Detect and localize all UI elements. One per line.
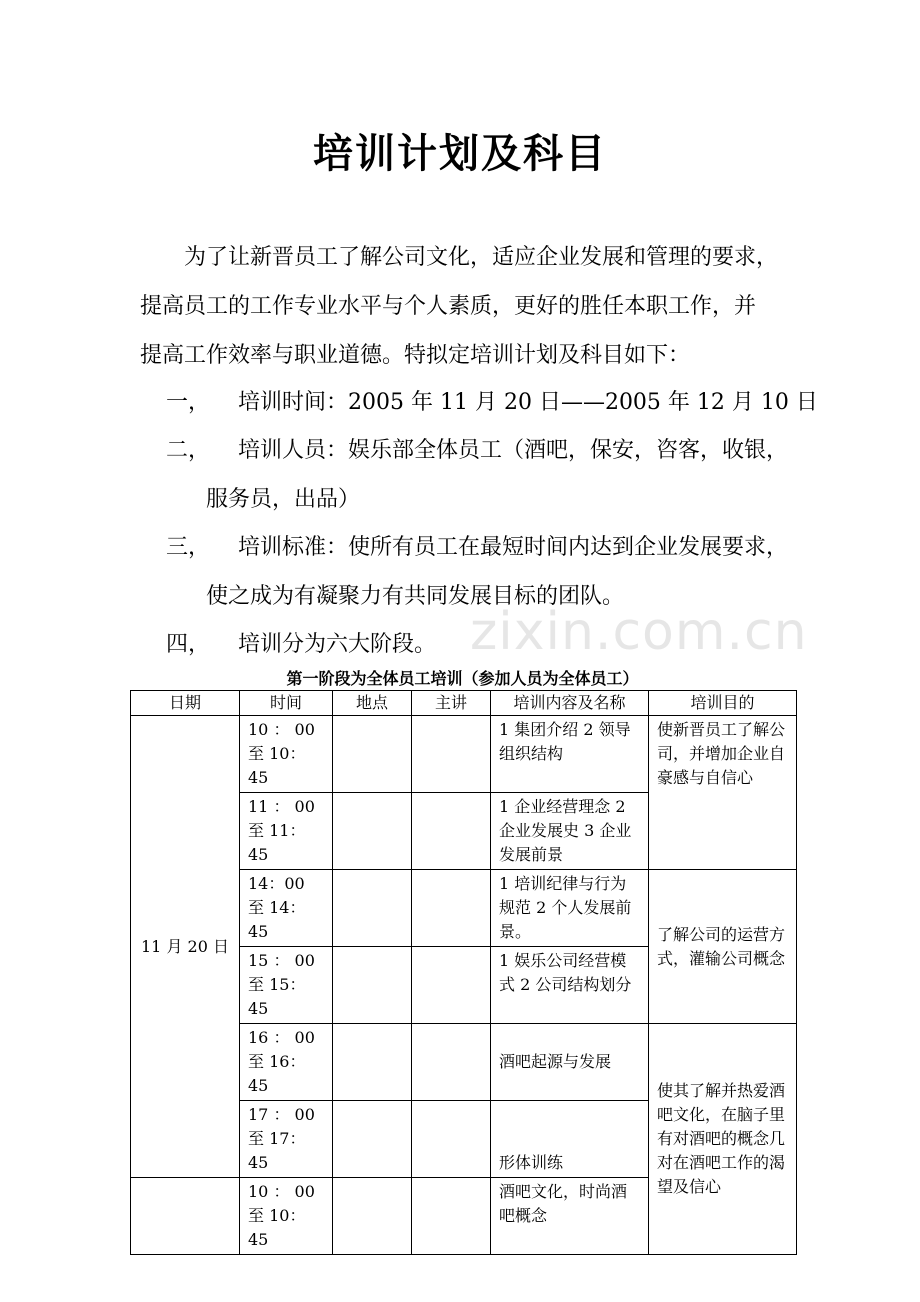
content-cell: 酒吧文化，时尚酒吧概念 bbox=[491, 1178, 649, 1255]
header-location: 地点 bbox=[333, 691, 412, 716]
speaker-cell bbox=[412, 947, 491, 1024]
speaker-cell bbox=[412, 793, 491, 870]
time-cell: 16 ： 00 至 16：45 bbox=[240, 1024, 333, 1101]
purpose-cell: 使其了解并热爱酒吧文化，在脑子里有对酒吧的概念几对在酒吧工作的渴望及信心 bbox=[649, 1024, 797, 1255]
time-cell: 14：00 至 14：45 bbox=[240, 870, 333, 947]
content-cell: 1 企业经营理念 2 企业发展史 3 企业发展前景 bbox=[491, 793, 649, 870]
table-caption: 第一阶段为全体员工培训（参加人员为全体员工） bbox=[286, 669, 639, 688]
speaker-cell bbox=[412, 1101, 491, 1178]
purpose-cell: 使新晋员工了解公司，并增加企业自豪感与自信心 bbox=[649, 716, 797, 870]
list-item-number: 三， bbox=[166, 535, 211, 560]
list-item-continuation: 使之成为有凝聚力有共同发展目标的团队。 bbox=[206, 584, 625, 609]
watermark: zixin.com.cn bbox=[470, 602, 808, 662]
header-purpose: 培训目的 bbox=[649, 691, 797, 716]
list-item-text: 培训标准：使所有员工在最短时间内达到企业发展要求， bbox=[238, 535, 789, 560]
training-schedule-table bbox=[130, 690, 797, 1255]
location-cell bbox=[333, 716, 412, 793]
list-item-number: 四， bbox=[166, 632, 211, 657]
location-cell bbox=[333, 870, 412, 947]
list-item-text: 培训时间：2005 年 11 月 20 日——2005 年 12 月 10 日 bbox=[238, 390, 818, 415]
intro-line-2: 提高员工的工作专业水平与个人素质，更好的胜任本职工作，并 bbox=[140, 294, 757, 319]
location-cell bbox=[333, 947, 412, 1024]
speaker-cell bbox=[412, 1024, 491, 1101]
list-item-text: 培训人员：娱乐部全体员工（酒吧，保安，咨客，收银， bbox=[238, 438, 789, 463]
content-cell: 1 培训纪律与行为规范 2 个人发展前景。 bbox=[491, 870, 649, 947]
page-title: 培训计划及科目 bbox=[313, 131, 607, 177]
content-cell: 1 集团介绍 2 领导组织结构 bbox=[491, 716, 649, 793]
list-item-number: 二， bbox=[166, 438, 211, 463]
content-cell: 酒吧起源与发展 bbox=[491, 1024, 649, 1101]
content-cell: 形体训练 bbox=[491, 1101, 649, 1178]
list-item-people bbox=[166, 426, 866, 524]
list-item-continuation: 服务员，出品） bbox=[206, 487, 361, 512]
time-cell: 11 ： 00 至 11：45 bbox=[240, 793, 333, 870]
purpose-cell: 了解公司的运营方式，灌输公司概念 bbox=[649, 870, 797, 1024]
header-date: 日期 bbox=[131, 691, 240, 716]
header-content: 培训内容及名称 bbox=[491, 691, 649, 716]
date-cell-empty bbox=[131, 1178, 240, 1255]
time-cell: 10 ： 00 至 10：45 bbox=[240, 1178, 333, 1255]
time-cell: 10 ： 00 至 10：45 bbox=[240, 716, 333, 793]
location-cell bbox=[333, 1101, 412, 1178]
content-cell: 1 娱乐公司经营模式 2 公司结构划分 bbox=[491, 947, 649, 1024]
location-cell bbox=[333, 1024, 412, 1101]
table-header-row bbox=[131, 691, 797, 716]
speaker-cell bbox=[412, 870, 491, 947]
list-item-stages bbox=[166, 620, 866, 669]
speaker-cell bbox=[412, 1178, 491, 1255]
list-item-text: 培训分为六大阶段。 bbox=[238, 632, 437, 657]
time-cell: 15 ： 00 至 15：45 bbox=[240, 947, 333, 1024]
date-cell: 11 月 20 日 bbox=[131, 716, 240, 1178]
location-cell bbox=[333, 1178, 412, 1255]
location-cell bbox=[333, 793, 412, 870]
list-item-time bbox=[166, 378, 866, 427]
table-row bbox=[131, 716, 797, 793]
intro-paragraph bbox=[140, 233, 840, 380]
speaker-cell bbox=[412, 716, 491, 793]
intro-line-1: 为了让新晋员工了解公司文化，适应企业发展和管理的要求， bbox=[184, 245, 779, 270]
header-time: 时间 bbox=[240, 691, 333, 716]
intro-line-3: 提高工作效率与职业道德。特拟定培训计划及科目如下： bbox=[140, 343, 691, 368]
list-item-number: 一， bbox=[166, 390, 211, 415]
header-speaker: 主讲 bbox=[412, 691, 491, 716]
time-cell: 17 ： 00 至 17：45 bbox=[240, 1101, 333, 1178]
